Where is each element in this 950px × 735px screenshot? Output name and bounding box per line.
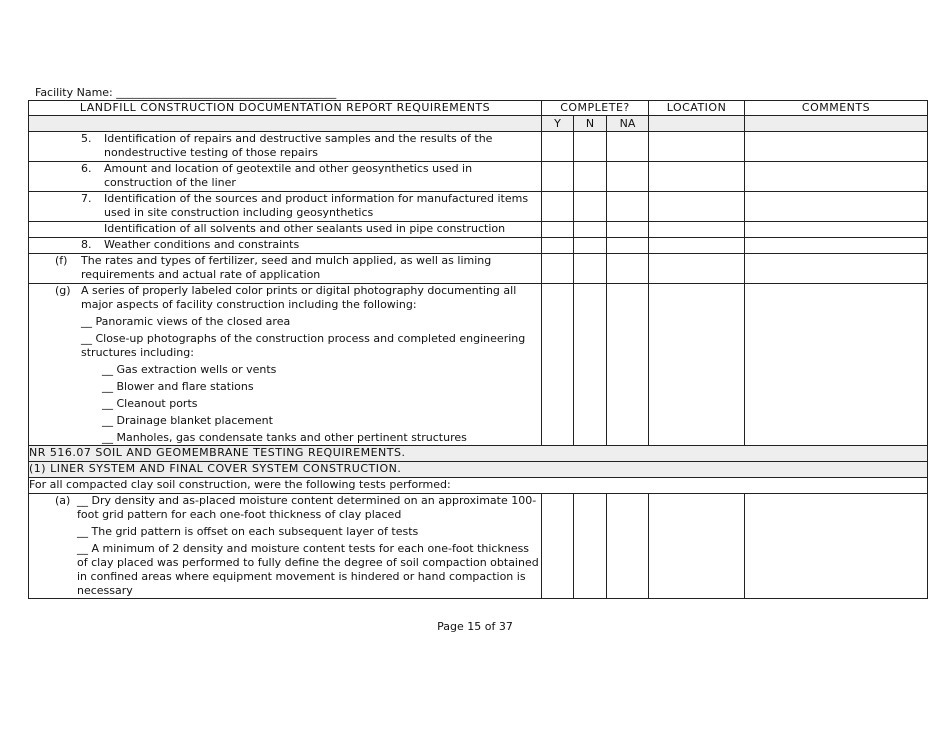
table-row bbox=[29, 494, 928, 599]
check-na-cell[interactable] bbox=[607, 494, 649, 599]
requirement-text: __ A minimum of 2 density and moisture content tests for each one-foot thickness of clay placed was performed to fully define the degree of soil compaction obtained in confined areas where equipment movement is hindered or hand compaction is necessary bbox=[77, 542, 539, 597]
photo-subitem-blower: __ Blower and flare stations bbox=[102, 380, 254, 393]
check-no-cell[interactable] bbox=[574, 238, 607, 254]
clay-intro: For all compacted clay soil construction, were the following tests performed: bbox=[29, 478, 928, 494]
item-number: 6. bbox=[81, 162, 92, 175]
check-na-cell[interactable] bbox=[607, 132, 649, 162]
item-number: (a) bbox=[55, 494, 71, 507]
header-na: NA bbox=[607, 116, 649, 132]
requirement-text: Amount and location of geotextile and other geosynthetics used in construction of the liner bbox=[104, 162, 473, 189]
location-cell[interactable] bbox=[649, 192, 745, 222]
comments-cell[interactable] bbox=[745, 494, 928, 599]
comments-cell[interactable] bbox=[745, 254, 928, 284]
requirement-text: __ The grid pattern is offset on each subsequent layer of tests bbox=[77, 525, 419, 538]
check-no-cell[interactable] bbox=[574, 494, 607, 599]
requirement-cell bbox=[29, 254, 542, 284]
section-row bbox=[29, 478, 928, 494]
comments-cell[interactable] bbox=[745, 222, 928, 238]
photo-subitem-gas-wells: __ Gas extraction wells or vents bbox=[102, 363, 277, 376]
check-na-cell[interactable] bbox=[607, 238, 649, 254]
check-na-cell[interactable] bbox=[607, 254, 649, 284]
header-location: LOCATION bbox=[649, 101, 745, 116]
check-no-cell[interactable] bbox=[574, 162, 607, 192]
comments-cell[interactable] bbox=[745, 284, 928, 446]
table-row bbox=[29, 284, 928, 446]
check-na-cell[interactable] bbox=[607, 192, 649, 222]
subheader-blank bbox=[29, 116, 542, 132]
header-comments: COMMENTS bbox=[745, 101, 928, 116]
check-yes-cell[interactable] bbox=[542, 192, 574, 222]
header-no: N bbox=[574, 116, 607, 132]
requirement-cell bbox=[29, 284, 542, 446]
location-cell[interactable] bbox=[649, 494, 745, 599]
check-yes-cell[interactable] bbox=[542, 162, 574, 192]
table-row bbox=[29, 162, 928, 192]
header-row bbox=[29, 101, 928, 116]
section-heading-liner: (1) LINER SYSTEM AND FINAL COVER SYSTEM CONSTRUCTION. bbox=[29, 462, 928, 478]
location-cell[interactable] bbox=[649, 132, 745, 162]
check-yes-cell[interactable] bbox=[542, 238, 574, 254]
comments-cell[interactable] bbox=[745, 162, 928, 192]
requirement-cell bbox=[29, 494, 542, 599]
facility-name-blank[interactable]: ________________________________________ bbox=[116, 86, 337, 99]
requirement-cell bbox=[29, 192, 542, 222]
section-row bbox=[29, 446, 928, 462]
photo-item-closeup: __ Close-up photographs of the construction process and completed engineering structures including: bbox=[81, 332, 526, 359]
item-number: 7. bbox=[81, 192, 92, 205]
check-yes-cell[interactable] bbox=[542, 254, 574, 284]
requirement-text: Identification of all solvents and other sealants used in pipe construction bbox=[104, 222, 506, 235]
photo-item-panoramic: __ Panoramic views of the closed area bbox=[81, 315, 291, 328]
check-yes-cell[interactable] bbox=[542, 494, 574, 599]
header-yes: Y bbox=[542, 116, 574, 132]
table-row bbox=[29, 222, 928, 238]
requirement-text: The rates and types of fertilizer, seed and mulch applied, as well as liming requirements and actual rate of application bbox=[81, 254, 492, 281]
item-number: 5. bbox=[81, 132, 92, 145]
facility-name-label: Facility Name: bbox=[35, 86, 117, 99]
item-number: (g) bbox=[55, 284, 71, 297]
requirements-table bbox=[28, 100, 928, 599]
check-no-cell[interactable] bbox=[574, 132, 607, 162]
check-na-cell[interactable] bbox=[607, 222, 649, 238]
page-number: Page 15 of 37 bbox=[437, 620, 513, 633]
photo-subitem-drainage: __ Drainage blanket placement bbox=[102, 414, 273, 427]
photo-subitem-manholes: __ Manholes, gas condensate tanks and other pertinent structures bbox=[102, 431, 467, 444]
table-row bbox=[29, 132, 928, 162]
section-heading-nr516: NR 516.07 SOIL AND GEOMEMBRANE TESTING REQUIREMENTS. bbox=[29, 446, 928, 462]
header-requirements: LANDFILL CONSTRUCTION DOCUMENTATION REPORT REQUIREMENTS bbox=[29, 101, 542, 116]
header-complete: COMPLETE? bbox=[542, 101, 649, 116]
requirement-cell bbox=[29, 132, 542, 162]
item-number: 8. bbox=[81, 238, 92, 251]
check-no-cell[interactable] bbox=[574, 192, 607, 222]
requirement-text: Identification of the sources and product information for manufactured items used in site construction including geosynthetics bbox=[104, 192, 529, 219]
check-yes-cell[interactable] bbox=[542, 222, 574, 238]
check-yes-cell[interactable] bbox=[542, 284, 574, 446]
location-cell[interactable] bbox=[649, 284, 745, 446]
requirement-cell bbox=[29, 162, 542, 192]
check-na-cell[interactable] bbox=[607, 284, 649, 446]
location-cell[interactable] bbox=[649, 162, 745, 192]
location-cell[interactable] bbox=[649, 238, 745, 254]
facility-name-line bbox=[35, 86, 336, 99]
item-number: (f) bbox=[55, 254, 68, 267]
comments-cell[interactable] bbox=[745, 238, 928, 254]
table-row bbox=[29, 192, 928, 222]
check-no-cell[interactable] bbox=[574, 284, 607, 446]
location-cell[interactable] bbox=[649, 222, 745, 238]
location-cell[interactable] bbox=[649, 254, 745, 284]
comments-cell[interactable] bbox=[745, 132, 928, 162]
requirement-text: A series of properly labeled color prints or digital photography documenting all major aspects of facility construction including the following: bbox=[81, 284, 517, 311]
section-row bbox=[29, 462, 928, 478]
table-row bbox=[29, 254, 928, 284]
check-no-cell[interactable] bbox=[574, 222, 607, 238]
check-na-cell[interactable] bbox=[607, 162, 649, 192]
requirement-cell bbox=[29, 222, 542, 238]
check-no-cell[interactable] bbox=[574, 254, 607, 284]
photo-subitem-cleanout: __ Cleanout ports bbox=[102, 397, 198, 410]
comments-cell[interactable] bbox=[745, 192, 928, 222]
subheader-row bbox=[29, 116, 928, 132]
requirement-text: __ Dry density and as-placed moisture content determined on an approximate 100-foot grid pattern for each one-foot thickness of clay placed bbox=[77, 494, 537, 521]
table-row bbox=[29, 238, 928, 254]
subheader-comments-blank bbox=[745, 116, 928, 132]
check-yes-cell[interactable] bbox=[542, 132, 574, 162]
subheader-location-blank bbox=[649, 116, 745, 132]
requirement-text: Weather conditions and constraints bbox=[104, 238, 300, 251]
requirement-text: Identification of repairs and destructive samples and the results of the nondestructive testing of those repairs bbox=[104, 132, 493, 159]
requirement-cell bbox=[29, 238, 542, 254]
